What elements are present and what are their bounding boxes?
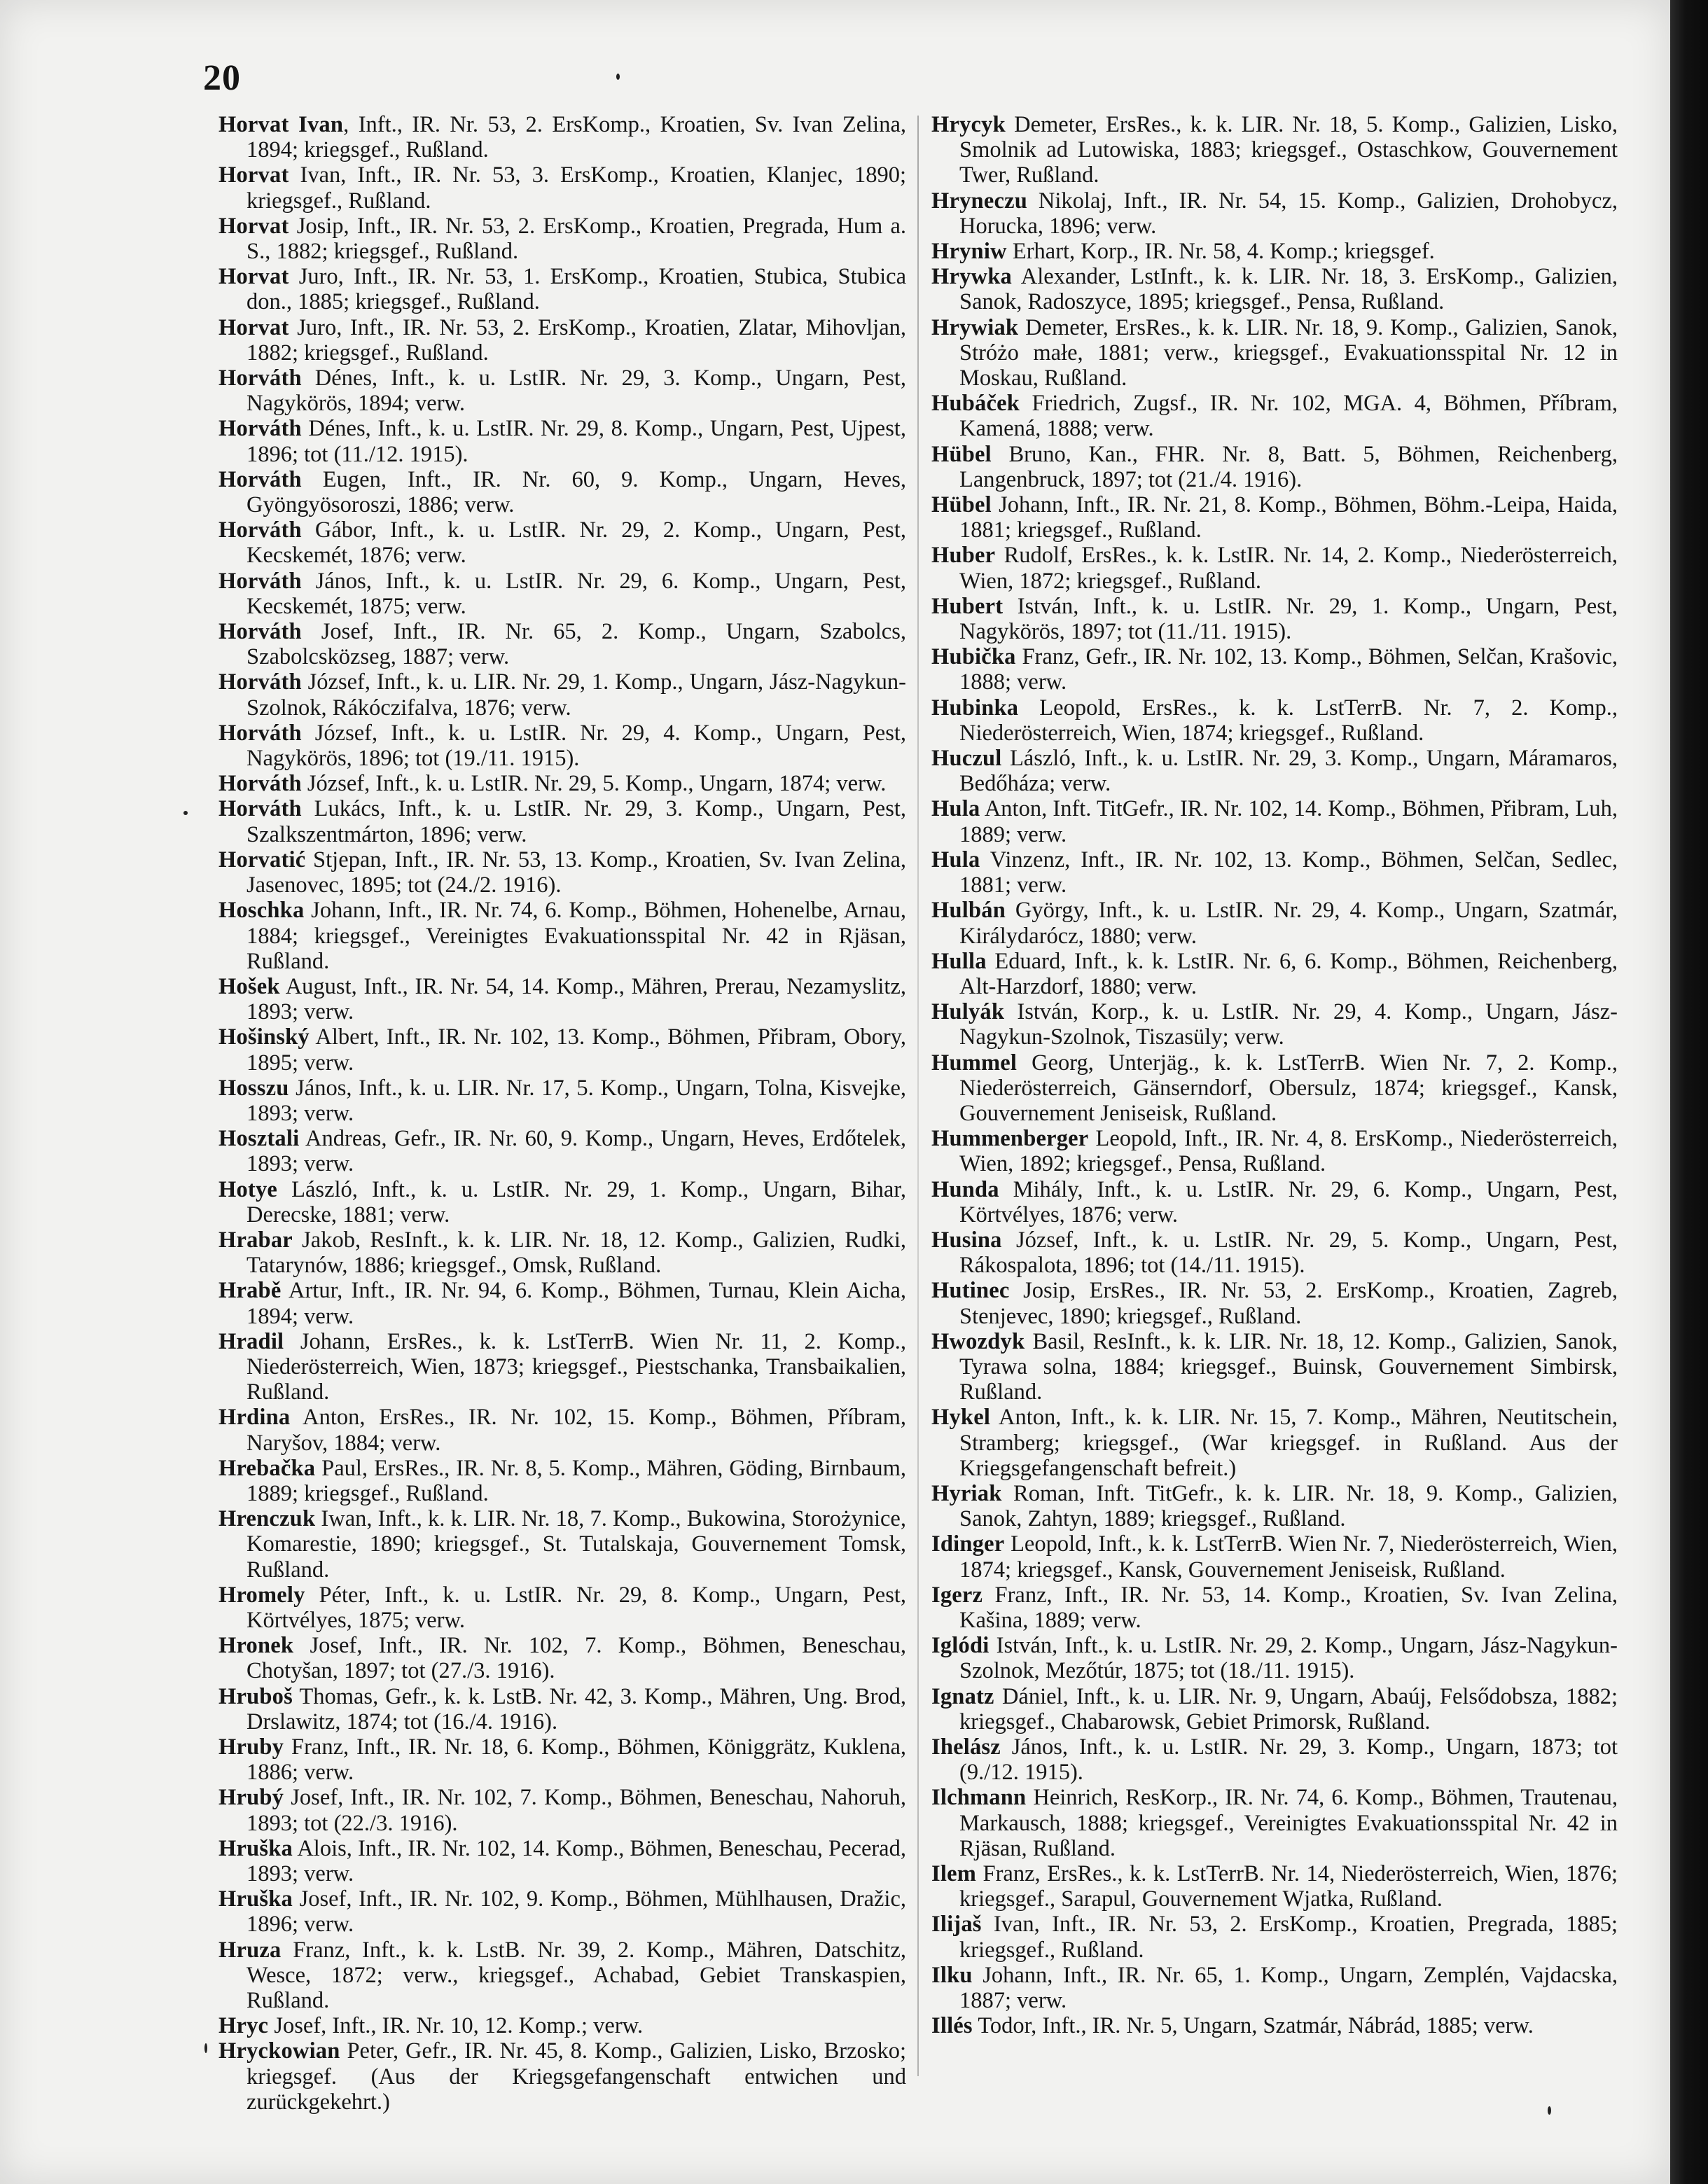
register-entry: [931, 1583, 1618, 1633]
entry-surname: Horvat: [218, 213, 289, 239]
entry-details: Demeter, ErsRes., k. k. LIR. Nr. 18, 9. Komp., Galizien, Sanok, Stróżo małe, 1881; verw., kriegsgef., Evakuationsspital Nr. 12 in Moskau, Rußland.: [959, 314, 1618, 391]
register-entry: [931, 999, 1618, 1050]
entry-details: Friedrich, Zugsf., IR. Nr. 102, MGA. 4, Böhmen, Příbram, Kamená, 1888; verw.: [959, 391, 1618, 442]
entry-surname: Horvat: [218, 162, 289, 188]
entry-details: György, Inft., k. u. LstIR. Nr. 29, 4. Komp., Ungarn, Szatmár, Királydarócz, 1880; verw.: [959, 898, 1618, 949]
entry-surname: Hošek: [218, 973, 280, 999]
entry-details: Peter, Gefr., IR. Nr. 45, 8. Komp., Galizien, Lisko, Brzosko; kriegsgef. (Aus der Kriegsgefangenschaft entwichen und zurückgekehrt.): [247, 2038, 906, 2115]
register-entry: [218, 1329, 906, 1405]
register-entry: [218, 2013, 906, 2038]
entry-details: Franz, Gefr., IR. Nr. 102, 13. Komp., Böhmen, Selčan, Krašovic, 1888; verw.: [959, 644, 1618, 695]
register-entry: [931, 1531, 1618, 1582]
entry-details: Demeter, ErsRes., k. k. LIR. Nr. 18, 5. Komp., Galizien, Lisko, Smolnik ad Lutowiska, 1883; kriegsgef., Ostaschkow, Gouvernement Twer, Rußland.: [959, 112, 1618, 188]
register-entry: [218, 517, 906, 568]
right-column: [931, 112, 1618, 2038]
entry-surname: Hykel: [931, 1405, 991, 1431]
entry-details: Rudolf, ErsRes., k. k. LstIR. Nr. 14, 2. Komp., Niederösterreich, Wien, 1872; kriegsgef., Rußland.: [959, 543, 1618, 594]
entry-details: Heinrich, ResKorp., IR. Nr. 74, 6. Komp., Böhmen, Trautenau, Markausch, 1888; kriegsgef., Vereinigtes Evakuationsspital Nr. 42 in Rjäsan, Rußland.: [959, 1785, 1618, 1861]
entry-surname: Ilku: [931, 1962, 973, 1988]
register-entry: [931, 112, 1618, 188]
register-entry: [931, 1734, 1618, 1785]
entry-details: Eugen, Inft., IR. Nr. 60, 9. Komp., Ungarn, Heves, Gyöngyösoroszi, 1886; verw.: [247, 466, 906, 518]
register-entry: [218, 1734, 906, 1785]
entry-details: Albert, Inft., IR. Nr. 102, 13. Komp., Böhmen, Přibram, Obory, 1895; verw.: [247, 1024, 906, 1076]
register-entry: [218, 467, 906, 517]
register-entry: [931, 391, 1618, 441]
register-entry: [218, 569, 906, 619]
entry-details: Juro, Inft., IR. Nr. 53, 1. ErsKomp., Kroatien, Stubica, Stubica don., 1885; kriegsgef., Rußland.: [247, 264, 906, 315]
register-entry: [218, 796, 906, 847]
register-entry: [931, 1633, 1618, 1683]
entry-details: Franz, Inft., k. k. LstB. Nr. 39, 2. Komp., Mähren, Datschitz, Wesce, 1872; verw., kriegsgef., Achabad, Gebiet Transkaspien, Rußland.: [247, 1937, 906, 2014]
entry-details: Juro, Inft., IR. Nr. 53, 2. ErsKomp., Kroatien, Zlatar, Mihovljan, 1882; kriegsgef., Rußland.: [247, 314, 906, 366]
entry-details: Johann, ErsRes., k. k. LstTerrB. Wien Nr. 11, 2. Komp., Niederösterreich, Wien, 1873; kriegsgef., Piestschanka, Transbaikalien, Rußland.: [247, 1328, 906, 1405]
register-entry: [931, 1329, 1618, 1405]
register-entry: [218, 1278, 906, 1328]
entry-details: Anton, Inft. TitGefr., IR. Nr. 102, 14. Komp., Böhmen, Přibram, Luh, 1889; verw.: [959, 796, 1618, 847]
scan-edge-shadow: [1670, 0, 1708, 2184]
entry-details: Johann, Inft., IR. Nr. 21, 8. Komp., Böhmen, Böhm.-Leipa, Haida, 1881; kriegsgef., Rußland.: [959, 492, 1618, 543]
entry-surname: Hruza: [218, 1937, 282, 1963]
entry-surname: Horváth: [218, 720, 302, 746]
register-entry: [218, 1177, 906, 1227]
entry-surname: Hruboš: [218, 1683, 293, 1709]
entry-surname: Horváth: [218, 771, 302, 797]
entry-surname: Hruška: [218, 1886, 293, 1912]
entry-details: Franz, Inft., IR. Nr. 18, 6. Komp., Böhmen, Königgrätz, Kuklena, 1886; verw.: [247, 1734, 906, 1786]
entry-surname: Ignatz: [931, 1683, 994, 1709]
entry-surname: Illés: [931, 2013, 973, 2039]
entry-details: Andreas, Gefr., IR. Nr. 60, 9. Komp., Ungarn, Heves, Erdőtelek, 1893; verw.: [247, 1126, 906, 1177]
entry-details: Vinzenz, Inft., IR. Nr. 102, 13. Komp., Böhmen, Selčan, Sedlec, 1881; verw.: [959, 847, 1618, 898]
register-entry: [931, 1278, 1618, 1328]
entry-details: Leopold, Inft., k. k. LstTerrB. Wien Nr. 7, Niederösterreich, Wien, 1874; kriegsgef., Kansk, Gouvernement Jeniseisk, Rußland.: [959, 1531, 1618, 1583]
entry-details: Josip, ErsRes., IR. Nr. 53, 2. ErsKomp., Kroatien, Zagreb, Stenjevec, 1890; kriegsgef., Rußland.: [959, 1278, 1618, 1329]
entry-details: János, Inft., k. u. LIR. Nr. 17, 5. Komp., Ungarn, Tolna, Kisvejke, 1893; verw.: [247, 1075, 906, 1126]
entry-surname: Hronek: [218, 1633, 294, 1659]
entry-details: Johann, Inft., IR. Nr. 65, 1. Komp., Ungarn, Zemplén, Vajdacska, 1887; verw.: [959, 1962, 1618, 2014]
entry-details: Josef, Inft., IR. Nr. 102, 9. Komp., Böhmen, Mühlhausen, Dražic, 1896; verw.: [247, 1886, 906, 1938]
entry-details: István, Korp., k. u. LstIR. Nr. 29, 4. Komp., Ungarn, Jász-Nagykun-Szolnok, Tiszasüly; verw.: [959, 999, 1618, 1050]
register-entry: [218, 1405, 906, 1455]
entry-surname: Hunda: [931, 1176, 999, 1202]
entry-surname: Hradil: [218, 1328, 284, 1354]
register-entry: [218, 162, 906, 213]
entry-details: Johann, Inft., IR. Nr. 74, 6. Komp., Böhmen, Hohenelbe, Arnau, 1884; kriegsgef., Vereinigtes Evakuationsspital Nr. 42 in Rjäsan, Rußland.: [247, 898, 906, 974]
ink-speck: [183, 811, 188, 815]
entry-surname: Horváth: [218, 416, 302, 442]
register-entry: [218, 1024, 906, 1075]
entry-details: Stjepan, Inft., IR. Nr. 53, 13. Komp., Kroatien, Sv. Ivan Zelina, Jasenovec, 1895; tot (24./2. 1916).: [247, 847, 906, 898]
entry-surname: Hummel: [931, 1050, 1018, 1076]
entry-surname: Hryniw: [931, 239, 1007, 265]
register-entry: [218, 315, 906, 366]
entry-details: Josip, Inft., IR. Nr. 53, 2. ErsKomp., Kroatien, Pregrada, Hum a. S., 1882; kriegsgef., Rußland.: [247, 213, 906, 265]
entry-details: Péter, Inft., k. u. LstIR. Nr. 29, 8. Komp., Ungarn, Pest, Körtvélyes, 1875; verw.: [247, 1582, 906, 1633]
ink-speck: [204, 2043, 207, 2053]
entry-details: Todor, Inft., IR. Nr. 5, Ungarn, Szatmár, Nábrád, 1885; verw.: [972, 2013, 1534, 2039]
entry-surname: Hulbán: [931, 898, 1006, 924]
register-entry: [218, 847, 906, 898]
register-entry: [218, 1227, 906, 1278]
entry-details: Ivan, Inft., IR. Nr. 53, 2. ErsKomp., Kroatien, Pregrada, 1885; kriegsgef., Rußland.: [959, 1912, 1618, 1963]
entry-surname: Hrywka: [931, 264, 1012, 290]
register-entry: [931, 1861, 1618, 1912]
register-entry: [931, 1126, 1618, 1176]
register-entry: [931, 644, 1618, 695]
entry-details: Roman, Inft. TitGefr., k. k. LIR. Nr. 18, 9. Komp., Galizien, Sanok, Zahtyn, 1889; kriegsgef., Rußland.: [959, 1480, 1618, 1532]
entry-details: August, Inft., IR. Nr. 54, 14. Komp., Mähren, Prerau, Nezamyslitz, 1893; verw.: [247, 973, 906, 1025]
entry-surname: Hrycyk: [931, 112, 1006, 137]
register-entry: [218, 771, 906, 796]
register-entry: [218, 1583, 906, 1633]
register-entry: [931, 1963, 1618, 2013]
entry-surname: Ilem: [931, 1861, 976, 1887]
register-entry: [218, 1836, 906, 1886]
entry-details: István, Inft., k. u. LstIR. Nr. 29, 2. Komp., Ungarn, Jász-Nagykun-Szolnok, Mezőtúr, 1875; tot (18./11. 1915).: [959, 1633, 1618, 1684]
entry-details: Bruno, Kan., FHR. Nr. 8, Batt. 5, Böhmen, Reichenberg, Langenbruck, 1897; tot (21./4. 1916).: [959, 441, 1618, 492]
entry-surname: Huczul: [931, 746, 1002, 772]
register-entry: [931, 1785, 1618, 1861]
entry-details: László, Inft., k. u. LstIR. Nr. 29, 1. Komp., Ungarn, Bihar, Derecske, 1881; verw.: [247, 1176, 906, 1227]
entry-surname: Hübel: [931, 441, 992, 467]
register-entry: [218, 1684, 906, 1734]
entry-details: Ivan, Inft., IR. Nr. 53, 3. ErsKomp., Kroatien, Klanjec, 1890; kriegsgef., Rußland.: [247, 162, 906, 214]
register-entry: [931, 898, 1618, 948]
entry-surname: Hulla: [931, 948, 987, 974]
entry-details: László, Inft., k. u. LstIR. Nr. 29, 3. Komp., Ungarn, Máramaros, Bedőháza; verw.: [959, 746, 1618, 797]
entry-details: István, Inft., k. u. LstIR. Nr. 29, 1. Komp., Ungarn, Pest, Nagykörös, 1897; tot (11./11. 1915).: [959, 593, 1618, 645]
register-entry: [931, 442, 1618, 492]
entry-details: Eduard, Inft., k. k. LstIR. Nr. 6, 6. Komp., Böhmen, Reichenberg, Alt-Harzdorf, 1880; verw.: [959, 948, 1618, 999]
entry-surname: Horváth: [218, 466, 302, 492]
ink-speck: [616, 74, 620, 80]
entry-surname: Hošinský: [218, 1024, 310, 1050]
entry-details: János, Inft., k. u. LstIR. Nr. 29, 3. Komp., Ungarn, 1873; tot (9./12. 1915).: [959, 1734, 1618, 1786]
register-entry: [218, 974, 906, 1024]
entry-details: Anton, Inft., k. k. LIR. Nr. 15, 7. Komp., Mähren, Neutitschein, Stramberg; kriegsgef., (War kriegsgef. in Rußland. Aus der Kriegsgefangenschaft befreit.): [959, 1405, 1618, 1481]
register-entry: [931, 1405, 1618, 1481]
entry-surname: Hrywiak: [931, 314, 1019, 340]
entry-surname: Hrdina: [218, 1405, 291, 1431]
entry-surname: Hyriak: [931, 1480, 1002, 1506]
register-entry: [931, 695, 1618, 746]
entry-details: Dénes, Inft., k. u. LstIR. Nr. 29, 3. Komp., Ungarn, Pest, Nagykörös, 1894; verw.: [247, 366, 906, 417]
register-entry: [218, 1076, 906, 1126]
entry-details: Paul, ErsRes., IR. Nr. 8, 5. Komp., Mähren, Göding, Birnbaum, 1889; kriegsgef., Rußland.: [247, 1455, 906, 1506]
entry-surname: Hoschka: [218, 898, 305, 924]
entry-surname: Hruška: [218, 1835, 293, 1861]
register-entry: [931, 315, 1618, 391]
entry-surname: Hrubý: [218, 1785, 284, 1811]
entry-surname: Hutinec: [931, 1278, 1010, 1304]
entry-surname: Iglódi: [931, 1633, 990, 1659]
register-entry: [218, 619, 906, 669]
register-entry: [218, 214, 906, 264]
register-entry: [931, 1684, 1618, 1734]
entry-surname: Horváth: [218, 619, 302, 645]
entry-details: Josef, Inft., IR. Nr. 102, 7. Komp., Böhmen, Beneschau, Chotyšan, 1897; tot (27./3. 1916).: [247, 1633, 906, 1684]
entry-surname: Husina: [931, 1227, 1002, 1253]
register-entry: [931, 1481, 1618, 1531]
entry-surname: Ilijaš: [931, 1912, 982, 1938]
register-entry: [218, 1886, 906, 1937]
register-entry: [218, 898, 906, 974]
register-entry: [218, 1456, 906, 1506]
entry-surname: Hryckowian: [218, 2038, 340, 2064]
entry-details: Leopold, ErsRes., k. k. LstTerrB. Nr. 7, 2. Komp., Niederösterreich, Wien, 1874; kriegsgef., Rußland.: [959, 695, 1618, 746]
entry-details: Leopold, Inft., IR. Nr. 4, 8. ErsKomp., Niederösterreich, Wien, 1892; kriegsgef., Pensa, Rußland.: [959, 1126, 1618, 1177]
entry-surname: Hruby: [218, 1734, 284, 1760]
entry-surname: Hryc: [218, 2013, 269, 2039]
register-entry: [218, 1506, 906, 1583]
register-entry: [218, 1126, 906, 1176]
register-entry: [218, 366, 906, 416]
entry-details: Gábor, Inft., k. u. LstIR. Nr. 29, 2. Komp., Ungarn, Pest, Kecskemét, 1876; verw.: [247, 517, 906, 569]
register-entry: [931, 1177, 1618, 1227]
register-entry: [931, 2013, 1618, 2038]
entry-surname: Horváth: [218, 568, 302, 594]
entry-surname: Hubinka: [931, 695, 1019, 721]
entry-details: Alois, Inft., IR. Nr. 102, 14. Komp., Böhmen, Beneschau, Pecerad, 1893; verw.: [247, 1835, 906, 1887]
register-entry: [931, 1227, 1618, 1278]
entry-surname: Hubička: [931, 644, 1016, 670]
register-entry: [931, 264, 1618, 314]
entry-surname: Hulyák: [931, 999, 1005, 1025]
register-entry: [931, 594, 1618, 644]
entry-details: Franz, Inft., IR. Nr. 53, 14. Komp., Kroatien, Sv. Ivan Zelina, Kašina, 1889; verw.: [959, 1582, 1618, 1633]
register-entry: [931, 847, 1618, 898]
entry-surname: Hummenberger: [931, 1126, 1089, 1152]
entry-surname: Hwozdyk: [931, 1328, 1025, 1354]
register-entry: [218, 416, 906, 466]
entry-surname: Horváth: [218, 517, 302, 543]
entry-details: Alexander, LstInft., k. k. LIR. Nr. 18, 3. ErsKomp., Galizien, Sanok, Radoszyce, 1895; kriegsgef., Pensa, Rußland.: [959, 264, 1618, 315]
register-entry: [931, 492, 1618, 543]
entry-surname: Hrabě: [218, 1278, 282, 1304]
entry-surname: Hrabar: [218, 1227, 293, 1253]
entry-surname: Horváth: [218, 796, 302, 822]
entry-surname: Hübel: [931, 492, 992, 518]
entry-details: Jakob, ResInft., k. k. LIR. Nr. 18, 12. Komp., Galizien, Rudki, Tatarynów, 1886; kriegsgef., Omsk, Rußland.: [247, 1227, 906, 1279]
entry-details: Dénes, Inft., k. u. LstIR. Nr. 29, 8. Komp., Ungarn, Pest, Ujpest, 1896; tot (11./12. 1915).: [247, 416, 906, 467]
register-entry: [931, 796, 1618, 847]
entry-surname: Hula: [931, 796, 980, 822]
entry-surname: Horvat: [218, 314, 289, 340]
entry-details: Josef, Inft., IR. Nr. 102, 7. Komp., Böhmen, Beneschau, Nahoruh, 1893; tot (22./3. 1916).: [247, 1785, 906, 1836]
entry-details: József, Inft., k. u. LstIR. Nr. 29, 4. Komp., Ungarn, Pest, Nagykörös, 1896; tot (19./11. 1915).: [247, 720, 906, 772]
entry-surname: Igerz: [931, 1582, 983, 1608]
register-entry: [931, 1050, 1618, 1127]
entry-surname: Hubert: [931, 593, 1004, 619]
register-entry: [218, 1633, 906, 1683]
entry-details: Artur, Inft., IR. Nr. 94, 6. Komp., Böhmen, Turnau, Klein Aicha, 1894; verw.: [247, 1278, 906, 1329]
register-entry: [931, 746, 1618, 796]
register-entry: [931, 239, 1618, 264]
entry-details: Franz, ErsRes., k. k. LstTerrB. Nr. 14, Niederösterreich, Wien, 1876; kriegsgef., Sarapul, Gouvernement Wjatka, Rußland.: [959, 1861, 1618, 1912]
column-divider: [917, 116, 919, 2076]
entry-surname: Hotye: [218, 1176, 278, 1202]
entry-surname: Horvatić: [218, 847, 306, 872]
ink-speck: [1548, 2106, 1551, 2115]
entry-surname: Hrenczuk: [218, 1506, 316, 1532]
entry-surname: Hubáček: [931, 391, 1020, 417]
entry-details: Josef, Inft., IR. Nr. 65, 2. Komp., Ungarn, Szabolcs, Szabolcsközseg, 1887; verw.: [247, 619, 906, 670]
entry-surname: Horváth: [218, 669, 302, 695]
register-entry: [218, 112, 906, 162]
register-entry: [931, 949, 1618, 999]
entry-details: , Inft., IR. Nr. 53, 2. ErsKomp., Kroatien, Sv. Ivan Zelina, 1894; kriegsgef., Rußland.: [247, 112, 906, 163]
entry-details: József, Inft., k. u. LstIR. Nr. 29, 5. Komp., Ungarn, 1874; verw.: [301, 771, 887, 797]
register-entry: [218, 1938, 906, 2014]
entry-surname: Hrebačka: [218, 1455, 316, 1481]
entry-details: Basil, ResInft., k. k. LIR. Nr. 18, 12. Komp., Galizien, Sanok, Tyrawa solna, 1884; kriegsgef., Buinsk, Gouvernement Simbirsk, Rußland.: [959, 1328, 1618, 1405]
entry-surname: Hromely: [218, 1582, 305, 1608]
entry-surname: Horvat: [218, 264, 289, 290]
entry-details: József, Inft., k. u. LIR. Nr. 29, 1. Komp., Ungarn, Jász-Nagykun-Szolnok, Rákóczifalva, 1876; verw.: [247, 669, 906, 721]
entry-surname: Horváth: [218, 366, 302, 391]
entry-surname: Hula: [931, 847, 980, 872]
register-entry: [931, 543, 1618, 593]
entry-surname: Hosszu: [218, 1075, 289, 1101]
entry-surname: Horvat Ivan: [218, 112, 344, 137]
entry-details: Mihály, Inft., k. u. LstIR. Nr. 29, 6. Komp., Ungarn, Pest, Körtvélyes, 1876; verw.: [959, 1176, 1618, 1227]
register-entry: [931, 1912, 1618, 1962]
register-entry: [218, 669, 906, 720]
entry-surname: Idinger: [931, 1531, 1005, 1557]
entry-details: József, Inft., k. u. LstIR. Nr. 29, 5. Komp., Ungarn, Pest, Rákospalota, 1896; tot (14./11. 1915).: [959, 1227, 1618, 1279]
entry-details: Georg, Unterjäg., k. k. LstTerrB. Wien Nr. 7, 2. Komp., Niederösterreich, Gänserndorf, Obersulz, 1874; kriegsgef., Kansk, Gouvernement Jeniseisk, Rußland.: [959, 1050, 1618, 1126]
entry-surname: Ihelász: [931, 1734, 1001, 1760]
entry-surname: Hryneczu: [931, 188, 1027, 214]
entry-details: Josef, Inft., IR. Nr. 10, 12. Komp.; verw.: [268, 2013, 644, 2039]
entry-details: Dániel, Inft., k. u. LIR. Nr. 9, Ungarn, Abaúj, Felsődobsza, 1882; kriegsgef., Chabarowsk, Gebiet Primorsk, Rußland.: [959, 1683, 1618, 1734]
entry-surname: Huber: [931, 543, 996, 569]
entry-details: Lukács, Inft., k. u. LstIR. Nr. 29, 3. Komp., Ungarn, Pest, Szalkszentmárton, 1896; verw.: [247, 796, 906, 847]
register-entry: [218, 1785, 906, 1835]
entry-details: János, Inft., k. u. LstIR. Nr. 29, 6. Komp., Ungarn, Pest, Kecskemét, 1875; verw.: [247, 568, 906, 619]
entry-details: Iwan, Inft., k. k. LIR. Nr. 18, 7. Komp., Bukowina, Storożynice, Komarestie, 1890; kriegsgef., St. Tutalskaja, Gouvernement Tomsk, Rußland.: [247, 1506, 906, 1583]
entry-details: Erhart, Korp., IR. Nr. 58, 4. Komp.; kriegsgef.: [1006, 239, 1435, 265]
register-entry: [218, 2038, 906, 2115]
left-column: [218, 112, 906, 2115]
register-entry: [931, 188, 1618, 239]
register-entry: [218, 264, 906, 314]
entry-details: Nikolaj, Inft., IR. Nr. 54, 15. Komp., Galizien, Drohobycz, Horucka, 1896; verw.: [959, 188, 1618, 239]
entry-surname: Ilchmann: [931, 1785, 1027, 1811]
entry-surname: Hosztali: [218, 1126, 300, 1152]
page-number: 20: [203, 58, 241, 98]
entry-details: Thomas, Gefr., k. k. LstB. Nr. 42, 3. Komp., Mähren, Ung. Brod, Drslawitz, 1874; tot (16./4. 1916).: [247, 1683, 906, 1734]
entry-details: Anton, ErsRes., IR. Nr. 102, 15. Komp., Böhmen, Příbram, Naryšov, 1884; verw.: [247, 1405, 906, 1456]
register-entry: [218, 721, 906, 771]
